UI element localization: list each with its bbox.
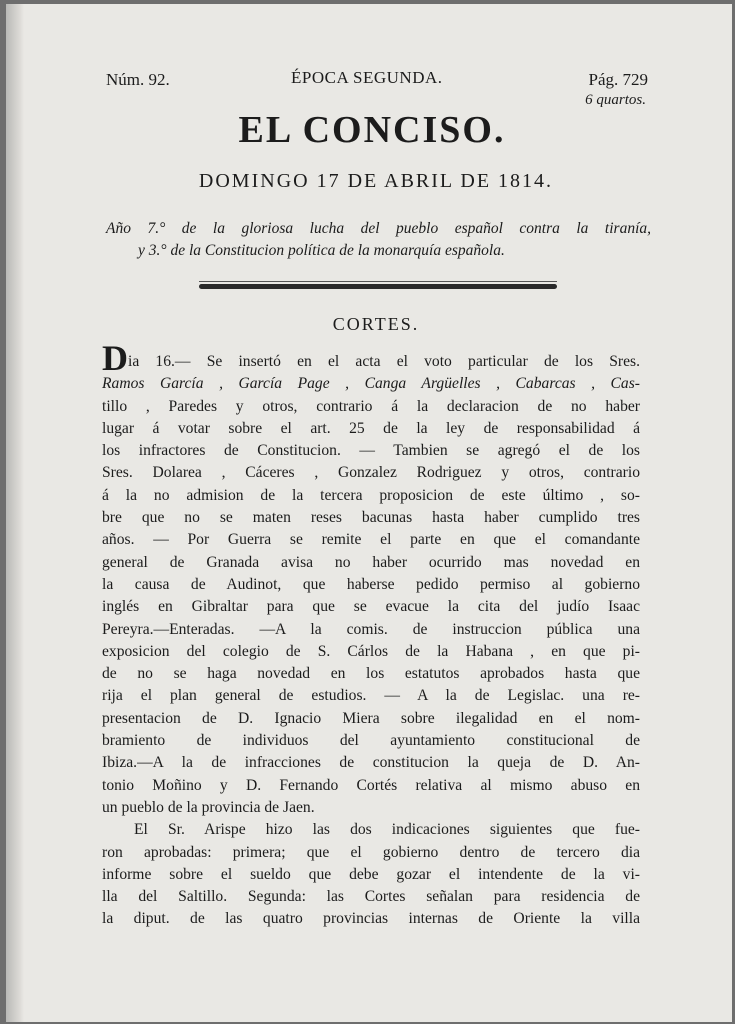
masthead-title: EL CONCISO.	[238, 109, 506, 151]
sheets-label: 6 quartos.	[585, 92, 646, 108]
body-line: de no se haga novedad en los estatutos aprobados hasta que	[102, 665, 640, 683]
drop-cap: D	[102, 338, 128, 378]
body-line-text: ia 16.— Se insertó en el acta el voto particular de los Sres.	[128, 353, 640, 370]
body-line: Ibiza.—A la de infracciones de constitucion la queja de D. An-	[102, 754, 640, 772]
decorative-rule	[199, 284, 557, 289]
body-line: bramiento de individuos del ayuntamiento constitucional de	[102, 732, 640, 750]
page-spine-shadow	[6, 4, 24, 1022]
body-line: exposicion del colegio de S. Cárlos de la Habana , en que pi-	[102, 642, 640, 660]
body-line: á la no admision de la tercera proposicion de este último , so-	[102, 486, 640, 504]
newspaper-page	[6, 4, 732, 1022]
body-line: El Sr. Arispe hizo las dos indicaciones siguientes que fue-	[134, 821, 640, 839]
body-line: informe sobre el sueldo que debe gozar el intendente de la vi-	[102, 865, 640, 883]
dateline: DOMINGO 17 DE ABRIL DE 1814.	[198, 170, 554, 192]
body-line: lla del Saltillo. Segunda: las Cortes señalan para residencia de	[102, 888, 640, 906]
section-title: CORTES.	[332, 314, 420, 334]
body-line: lugar á votar sobre el art. 25 de la ley de responsabilidad á	[102, 419, 640, 437]
body-line: años. — Por Guerra se remite el parte en que el comandante	[102, 531, 640, 549]
body-line: general de Granada avisa no haber ocurrido mas novedad en	[102, 553, 640, 571]
page-number: Pág. 729	[588, 70, 648, 89]
motto-line-2: y 3.° de la Constitucion política de la monarquía española.	[138, 242, 505, 259]
body-line: Pereyra.—Enteradas. —A la comis. de instruccion pública una	[102, 620, 640, 638]
body-line: bre que no se maten reses bacunas hasta haber cumplido tres	[102, 509, 640, 527]
body-line: presentacion de D. Ignacio Miera sobre ilegalidad en el nom-	[102, 709, 640, 727]
motto	[106, 218, 651, 262]
epoch-label: ÉPOCA SEGUNDA.	[291, 68, 443, 87]
body-line: un pueblo de la provincia de Jaen.	[102, 798, 315, 816]
body-line: rija el plan general de estudios. — A la de Legislac. una re-	[102, 687, 640, 705]
body-line: tonio Moñino y D. Fernando Cortés relativa al mismo abuso en	[102, 776, 640, 794]
body-line: Sres. Dolarea , Cáceres , Gonzalez Rodriguez y otros, contrario	[102, 464, 640, 482]
body-line: inglés en Gibraltar para que se evacue la cita del judío Isaac	[102, 598, 640, 616]
body-line: la diput. de las quatro provincias internas de Oriente la villa	[102, 910, 640, 928]
body-line: la causa de Audinot, que haberse pedido permiso al gobierno	[102, 575, 640, 593]
header-row	[106, 66, 648, 106]
body-line	[102, 338, 640, 378]
issue-number: Núm. 92.	[106, 70, 170, 89]
motto-line-1: Año 7.° de la gloriosa lucha del pueblo español contra la tiranía,	[106, 220, 651, 237]
body-line: tillo , Paredes y otros, contrario á la declaracion de no haber	[102, 397, 640, 415]
body-line: ron aprobadas: primera; que el gobierno dentro de tercero dia	[102, 843, 640, 861]
article-body	[102, 338, 640, 931]
body-line: Ramos García , García Page , Canga Argüelles , Cabarcas , Cas-	[102, 375, 640, 393]
body-line: los infractores de Constitucion. — Tambien se agregó el de los	[102, 442, 640, 460]
